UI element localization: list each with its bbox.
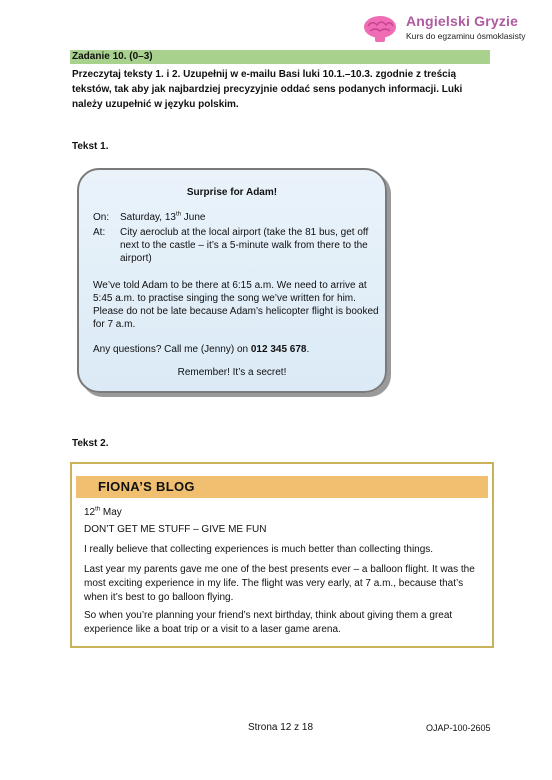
blog-paragraph-1: I really believe that collecting experiences is much better than collecting things. bbox=[84, 544, 434, 555]
blog-title: FIONA’S BLOG bbox=[98, 479, 195, 494]
blog-box bbox=[70, 462, 494, 648]
text1-label: Tekst 1. bbox=[72, 141, 109, 152]
logo-brand: Angielski Gryzie bbox=[406, 13, 519, 29]
invitation-paragraph: We’ve told Adam to be there at 6:15 a.m. We need to arrive at 5:45 a.m. to practise singing the song we’ve written for him. Please do not be late because Adam’s helicopter flight is booked for 7 a.m. bbox=[93, 280, 379, 330]
on-value: Saturday, 13th June bbox=[120, 211, 206, 223]
task-instruction: Przeczytaj teksty 1. i 2. Uzupełnij w e-mailu Basi luki 10.1.–10.3. zgodnie z treścią tekstów, tak aby jak najbardziej precyzyjnie oddać sens podanych informacji. Luki należy uzupełnić w języku polskim. bbox=[72, 69, 463, 110]
logo-tagline: Kurs do egzaminu ósmoklasisty bbox=[406, 31, 526, 41]
blog-headline: DON’T GET ME STUFF – GIVE ME FUN bbox=[84, 524, 267, 535]
on-label: On: bbox=[93, 212, 110, 223]
invitation-card bbox=[77, 168, 387, 393]
blog-paragraph-3: So when you’re planning your friend’s next birthday, think about giving them a great experience like a boat trip or a visit to a laser game arena. bbox=[84, 610, 453, 635]
logo bbox=[362, 12, 532, 46]
text2-label: Tekst 2. bbox=[72, 438, 109, 449]
at-value: City aeroclub at the local airport (take the 81 bus, get off next to the castle – it’s a 5-minute walk from there to the airport) bbox=[120, 227, 369, 264]
phone-number: 012 345 678 bbox=[250, 344, 307, 355]
page-number: Strona 12 z 18 bbox=[248, 722, 314, 733]
brain-icon bbox=[362, 14, 398, 44]
invitation-closing: Remember! It’s a secret! bbox=[177, 367, 287, 378]
blog-date: 12th May bbox=[84, 506, 122, 518]
questions-line: Any questions? Call me (Jenny) on 012 345 678. bbox=[93, 344, 310, 355]
exam-code: OJAP-100-2605 bbox=[426, 723, 491, 733]
invitation-title: Surprise for Adam! bbox=[186, 187, 278, 198]
at-label: At: bbox=[93, 227, 106, 238]
blog-paragraph-2: Last year my parents gave me one of the best presents ever – a balloon flight. It was the most exciting experience in my life. The flight was very early, at 7 a.m., because that’s when it’s best to go balloon flying. bbox=[84, 564, 475, 603]
blog-header bbox=[76, 476, 488, 498]
task-title: Zadanie 10. (0–3) bbox=[72, 51, 153, 62]
